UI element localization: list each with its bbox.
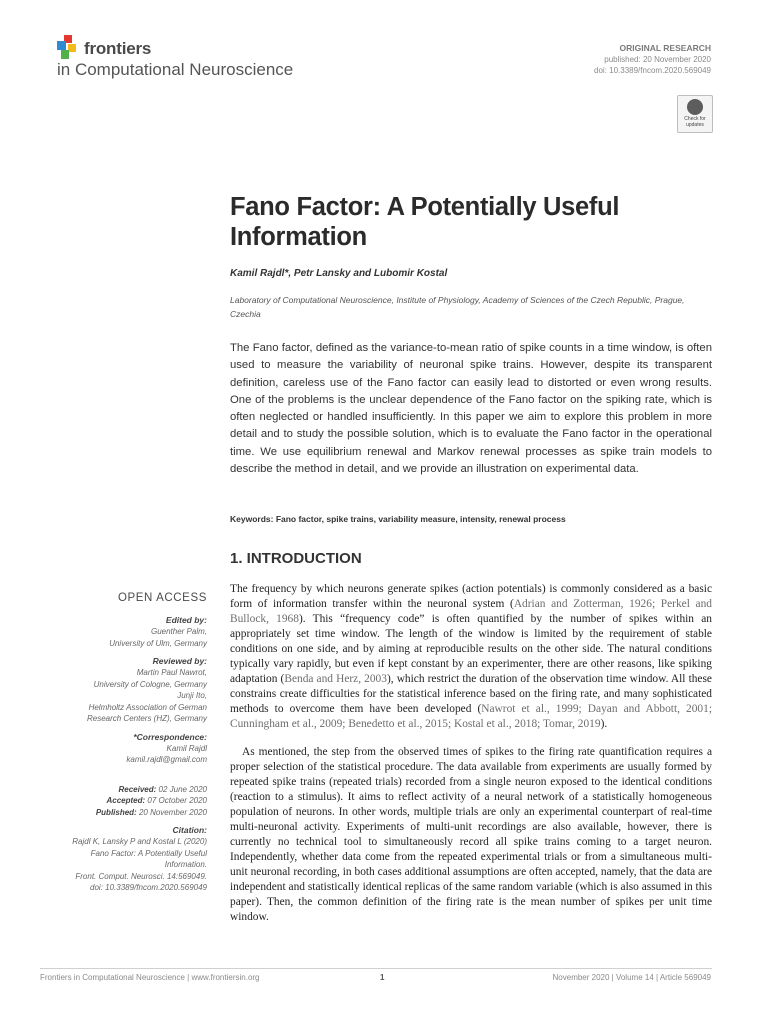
check-for-updates-badge[interactable] — [677, 95, 713, 133]
published-date: Published: 20 November 2020 — [95, 807, 207, 817]
footer-volume: November 2020 | Volume 14 | Article 569049 — [552, 973, 711, 982]
intro-paragraph-1: The frequency by which neurons generate spikes (action potentials) is commonly considered as a basic form of information transfer within the neuronal system (Adrian and Zotterman, 1926; Perkel and Bullock, 1968). This “frequency code” is often quantified by the number of spikes within an appropriately set time window. The length of the window is limited by the requirement of stable conditions on one side, and by aiming at reproducible results on the other side. The natural conditions typically vary rapidly, but even if kept constant by an experimenter, there are other reasons, like spiking adaptation (Benda and Herz, 2003), which restrict the duration of the observation time window. All these constrains create difficulties for the statistical inference based on the firing rate, and many sophisticated methods to overcome them have been developed (Nawrot et al., 1999; Dayan and Abbott, 2001; Cunningham et al., 2009; Benedetto et al., 2015; Kostal et al., 2018; Tomar, 2019). — [230, 583, 712, 730]
citation-text: Fano Factor: A Potentially Useful — [90, 848, 207, 858]
check-updates-label: Check for updates — [684, 116, 706, 128]
reviewer-affiliation: University of Cologne, Germany — [93, 679, 207, 689]
editor-name: Guenther Palm, — [150, 627, 207, 636]
affiliation: Laboratory of Computational Neuroscience, Institute of Physiology, Academy of Sciences of the Czech Republic, Prague, Czechia — [230, 295, 685, 319]
correspondence-name: Kamil Rajdl — [166, 743, 207, 753]
intro-paragraph-2: As mentioned, the step from the observed times of spikes to the firing rate quantification requires a proper selection of the statistical procedure. The data available from experiments are usually formed by repeated spike trains (repeated trials) recorded from a single neuron exposed to the identical conditions (reaction to a stimulus). It aims to reflect activity of a neural network of a statistically homogeneous population of neurons. In other words, multiple trials are only an experimental counterpart of real-time multi-neuronal activity. Experiments of multi-unit recordings are also available, however, there is currently no technical tool to simultaneously record all spike trains coming to a target neuron. Independently, whether data come from the repeated experimental trials or from a simultaneous multi-unit neuronal recording, in both cases additional assumptions are often accepted, namely, that the data are independent and statistically identical replicas of the same random variable (which is also assumed in this paper). Then, the common definition of the firing rate is the mean number of spikes per unit time window. — [230, 746, 712, 923]
journal-name: in Computational Neuroscience — [57, 60, 294, 79]
citation-label: Citation: — [172, 825, 207, 835]
article-type: ORIGINAL RESEARCH — [619, 43, 711, 53]
citation-text: Information. — [164, 860, 207, 869]
published-date: published: 20 November 2020 — [604, 55, 711, 64]
footer-journal[interactable]: Frontiers in Computational Neuroscience | www.frontiersin.org — [40, 973, 260, 982]
section-heading: 1. INTRODUCTION — [230, 550, 362, 567]
open-access-label: OPEN ACCESS — [117, 592, 207, 604]
journal-brand: frontiers — [84, 39, 152, 58]
reviewer-name: Junji Ito, — [177, 691, 207, 700]
received-date: Received: 02 June 2020 — [118, 784, 207, 794]
footer-divider — [40, 968, 712, 969]
citation-link[interactable]: Adrian and Zotterman, 1926; Perkel and Bullock, 1968 — [230, 598, 712, 625]
citation-text: Rajdl K, Lansky P and Kostal L (2020) — [72, 837, 207, 846]
paper-title: Fano Factor: A Potentially Useful Information — [230, 193, 620, 251]
page-number: 1 — [380, 973, 385, 982]
reviewer-affiliation: Research Centers (HZ), Germany — [86, 714, 207, 723]
edited-by-label: Edited by: — [165, 615, 207, 625]
citation-doi[interactable]: doi: 10.3389/fncom.2020.569049 — [90, 883, 207, 892]
accepted-date: Accepted: 07 October 2020 — [106, 796, 207, 805]
frontiers-logo-icon — [57, 35, 79, 59]
keywords: Keywords: Fano factor, spike trains, variability measure, intensity, renewal process — [230, 514, 566, 524]
citation-link[interactable]: Benda and Herz, 2003 — [284, 673, 387, 685]
check-updates-icon — [687, 99, 703, 115]
doi[interactable]: doi: 10.3389/fncom.2020.569049 — [594, 66, 711, 75]
reviewer-name: Martin Paul Nawrot, — [136, 668, 207, 677]
reviewed-by-label: Reviewed by: — [152, 656, 207, 666]
reviewer-affiliation: Helmholtz Association of German — [88, 702, 207, 712]
correspondence-label: *Correspondence: — [133, 731, 207, 742]
authors: Kamil Rajdl*, Petr Lansky and Lubomir Kostal — [230, 268, 448, 279]
abstract: The Fano factor, defined as the variance-to-mean ratio of spike counts in a time window, is often used to measure the variability of neuronal spike trains. However, despite its transparent definition, careless use of the Fano factor can easily lead to distorted or even wrong results. One of the problems is the unclear dependence of the Fano factor on the spiking rate, which is often neglected or handled insufficiently. In this paper we aim to explore this problem in more detail and to study the possible solution, which is to evaluate the Fano factor in the operational time. We use equilibrium renewal and Markov renewal processes as spike train models to describe the method in detail, and we provide an illustration on experimental data. — [230, 342, 712, 476]
citation-link[interactable]: Nawrot et al., 1999; Dayan and Abbott, 2001; Cunningham et al., 2009; Benedetto et al., 2015; Kostal et al., 2018; Tomar, 2019 — [230, 703, 712, 730]
citation-text: Front. Comput. Neurosci. 14:569049. — [75, 871, 207, 881]
editor-affiliation: University of Ulm, Germany — [109, 638, 207, 648]
correspondence-email[interactable]: kamil.rajdl@gmail.com — [126, 755, 207, 764]
article-info-sidebar — [40, 592, 207, 894]
